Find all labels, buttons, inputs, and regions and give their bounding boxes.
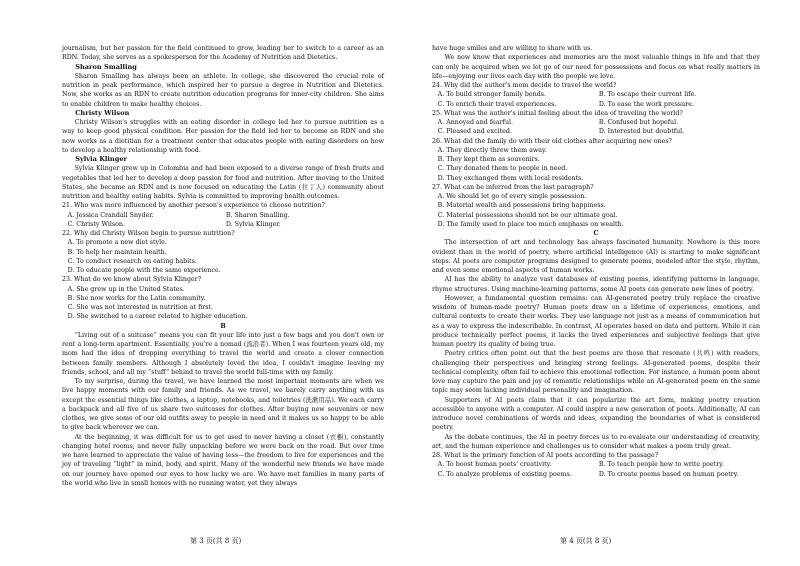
option: A. To build stronger family bonds.: [437, 91, 547, 99]
question-21: 21. Who was more influenced by another person's experience to choose nutrition?: [62, 202, 325, 210]
option: A. To boost human poets' creativity.: [437, 461, 552, 469]
option: C. To conduct research on eating habits.: [67, 257, 197, 265]
question-28: 28. What is the primary function of AI poets according to the passage?: [432, 452, 659, 459]
option: A. We should let go of every single possession.: [437, 193, 587, 200]
option: D. To ease the work pressure.: [598, 100, 694, 108]
option: D. They exchanged them with local residents.: [437, 174, 584, 182]
passage-b-paragraph-2: To my surprise, during the travel, we have learned the most important moments are when we live happy moments with our family and friends. As we travel, we barely carry anything with us except the essential things like clothes, a laptop, notebooks, and toiletries (洗漱用品). We each carry a backpack and all five of us share two suitcases for clothes. After buying new souvenirs or new clothes, we give some of our old outfits away to people in need and it makes us so happy to be able to give back wherever we can.: [62, 378, 384, 432]
option: B. They kept them as souvenirs.: [437, 156, 540, 163]
option: A. To promote a new diet style.: [67, 239, 167, 247]
sharon-heading: Sharon Smalling: [75, 62, 137, 71]
passage-c-paragraph-2: AI has the ability to analyze vast databases of existing poems, identifying patterns in language, rhyme structures. Using machine-learning patterns, some AI poets can generate new lines of poetry.: [432, 276, 760, 293]
option: D. Sylvia Klinger.: [225, 220, 281, 228]
passage-b-paragraph-3-continued: have huge smiles and are willing to share with us.: [432, 45, 593, 52]
passage-b-paragraph-3: At the beginning, it was difficult for us to get used to never having a closet (衣橱), constantly changing hotel rooms, and never fully unpacking before we were back on the road. But over time we have learned to appreciate the value of having less—the freedom to live for experiences and the joy of traveling “light” in mind, body, and spirit. Many of the wonderful new friends we have made on our journey have opened our eyes to how lucky we are. We have met families in many parts of the world who live in small homes with no running water, yet they always: [62, 433, 384, 487]
passage-c-paragraph-1: The intersection of art and technology has always fascinated humanity. Nowhere is this more evident than in the world of poetry, where artificial intelligence (AI) is starting to make significant steps. AI poets are computer programs designed to generate poems, modeled after the style, rhythm, and even some emotional aspects of human works.: [432, 239, 760, 274]
question-24-options: [432, 90, 760, 109]
right-column: [432, 44, 760, 479]
option: B. Confused but hopeful.: [598, 119, 679, 126]
option: D. Interested but doubtful.: [598, 128, 685, 136]
option: D. To educate people with the same experience.: [67, 267, 221, 274]
question-23: 23. What do we know about Sylvia Klinger?: [62, 276, 202, 284]
question-26-options: [432, 146, 760, 183]
passage-c-paragraph-6: As the debate continues, the AI in poetry forces us to re-evaluate our understanding of creativity, art, and the human experience and challenges us to consider what makes a poem truly great.: [432, 433, 760, 450]
passage-c-paragraph-5: Supporters of AI poets claim that it can popularize the art form, making poetry creation accessible to anyone with a computer. AI could inspire a new generation of poets. Additionally, AI can introduce novel combinations of words and ideas, expanding the boundaries of what is considered poetry.: [432, 396, 760, 432]
option: A. Jessica Crandall Snyder.: [67, 211, 154, 219]
option: D. The family used to place too much emphasis on wealth.: [437, 220, 624, 228]
question-25-options: [432, 118, 760, 137]
option: B. To escape their current life.: [598, 91, 697, 99]
question-24: 24. Why did the author's mom decide to travel the world?: [432, 82, 617, 89]
option: D. She switched to a career related to higher education.: [67, 313, 248, 321]
question-27-options: [432, 192, 760, 229]
option: B. She now works for the Latin community.: [67, 294, 206, 302]
option: B. Material wealth and possessions bring happiness.: [437, 202, 606, 210]
sylvia-paragraph: Sylvia Klinger grew up in Colombia and had been exposed to a diverse range of fresh fruits and vegetables that led her to develop a deep passion for food and nutrition. After moving to the United States, she became an RDN and is now focused on educating the Latin (拉丁人) community about nutrition and healthy eating habits. Sylvia is committed to improving health outcomes.: [62, 165, 384, 200]
sharon-paragraph: Sharon Smalling has always been an athlete. In college, she discovered the crucial role of nutrition in peak performance, which inspired her to pursue a degree in Nutrition and Dietetics. Now, she works as an RDN to create nutrition education programs for inner-city children. She aims to enable children to make healthy choices.: [62, 72, 384, 108]
question-21-options: [62, 211, 384, 230]
christy-paragraph: Christy Wilson's struggles with an eating disorder in college led her to pursue nutrition as a way to keep good physical condition. Her passion for the field led her to become an RDN and she now works as a dietitian for a treatment center that educates people with eating disorders on how to develop a healthy relationship with food.: [62, 119, 384, 154]
question-25: 25. What was the author's initial feeling about the idea of traveling the world?: [432, 109, 683, 117]
intro-paragraph: journalism, but her passion for the field continued to grow, leading her to switch to a career as an RDN. Today, she serves as a spokesperson for the Academy of Nutrition and Dietetics.: [62, 45, 384, 62]
passage-c-paragraph-4: Poetry critics often point out that the best poems are those that resonate (共鸣) with readers, challenging their perspectives and bringing strong feelings. AI-generated poems, despite their technical complexity, often fail to achieve this emotional reflection. For instance, a human poem about love may capture the pain and joy of romantic relationships while an AI-generated poem on the same topic may seem lacking individual personality and imagination.: [432, 350, 760, 395]
option: A. She grew up in the United States.: [67, 285, 185, 293]
sylvia-heading: Sylvia Klinger: [75, 155, 128, 163]
page-number-left: 第 3 页(共 8 页): [190, 537, 242, 545]
option: C. Pleased and excited.: [437, 128, 512, 136]
option: D. To create poems based on human poetry.: [598, 470, 739, 478]
question-23-options: [62, 285, 384, 322]
option: A. Annoyed and fearful.: [437, 119, 514, 126]
option: C. She was not interested in nutrition at first.: [67, 304, 214, 311]
passage-b-paragraph-4: We now know that experiences and memories are the most valuable things in life and that they can only be acquired when we let go of our need for possessions and focus on what really matters in life—enjoying our lives each day with the people we love.: [432, 54, 760, 80]
passage-b-paragraph-1: “Living out of a suitcase” means you can fit your life into just a few bags and you don't own or rent a long-term apartment. Essentially, you're a nomad (流浪者). When I was fourteen years old, my mom had the idea of dropping everything to travel the world and create a closer connection between family members. Although I absolutely loved the idea, I couldn't imagine leaving my friends, school, and all my “stuff” behind to travel the world full-time with my family.: [62, 331, 384, 376]
section-c-heading: C: [593, 230, 599, 237]
option: C. They donated them to people in need.: [437, 165, 568, 173]
option: A. They directly threw them away.: [437, 146, 547, 154]
option: C. Christy Wilson.: [67, 220, 125, 228]
question-26: 26. What did the family do with their old clothes after acquiring new ones?: [432, 137, 672, 145]
passage-c-paragraph-3: However, a fundamental question remains: can AI-generated poetry truly replace the creative wisdom of human-made poetry? Human poets draw on a lifetime of experiences, emotions, and cultural contexts to create their works. They use language not just as a means of communication but as a way to express the indescribable. In contrast, AI operates based on data and pattern. While it can produce technically perfect poems, it lacks the lived experiences and subjective feelings that give human poetry its quality of being true.: [432, 294, 760, 348]
question-28-options: [432, 460, 760, 479]
question-22-options: [62, 238, 384, 275]
option: C. To analyze problems of existing poems.: [437, 470, 572, 478]
question-27: 27. What can be inferred from the last paragraph?: [432, 183, 594, 191]
option: C. To enrich their travel experiences.: [437, 100, 557, 108]
christy-heading: Christy Wilson: [75, 108, 130, 117]
section-b-heading: B: [220, 322, 226, 330]
option: B. To teach people how to write poetry.: [598, 461, 724, 469]
question-22: 22. Why did Christy Wilson begin to pursue nutrition?: [62, 230, 235, 237]
left-column: [62, 44, 384, 488]
page-number-right: 第 4 页(共 8 页): [560, 537, 612, 545]
option: B. To help her maintain health.: [67, 248, 167, 256]
option: C. Material possessions should not be our ultimate goal.: [437, 211, 618, 219]
option: B. Sharon Smalling.: [225, 211, 290, 219]
